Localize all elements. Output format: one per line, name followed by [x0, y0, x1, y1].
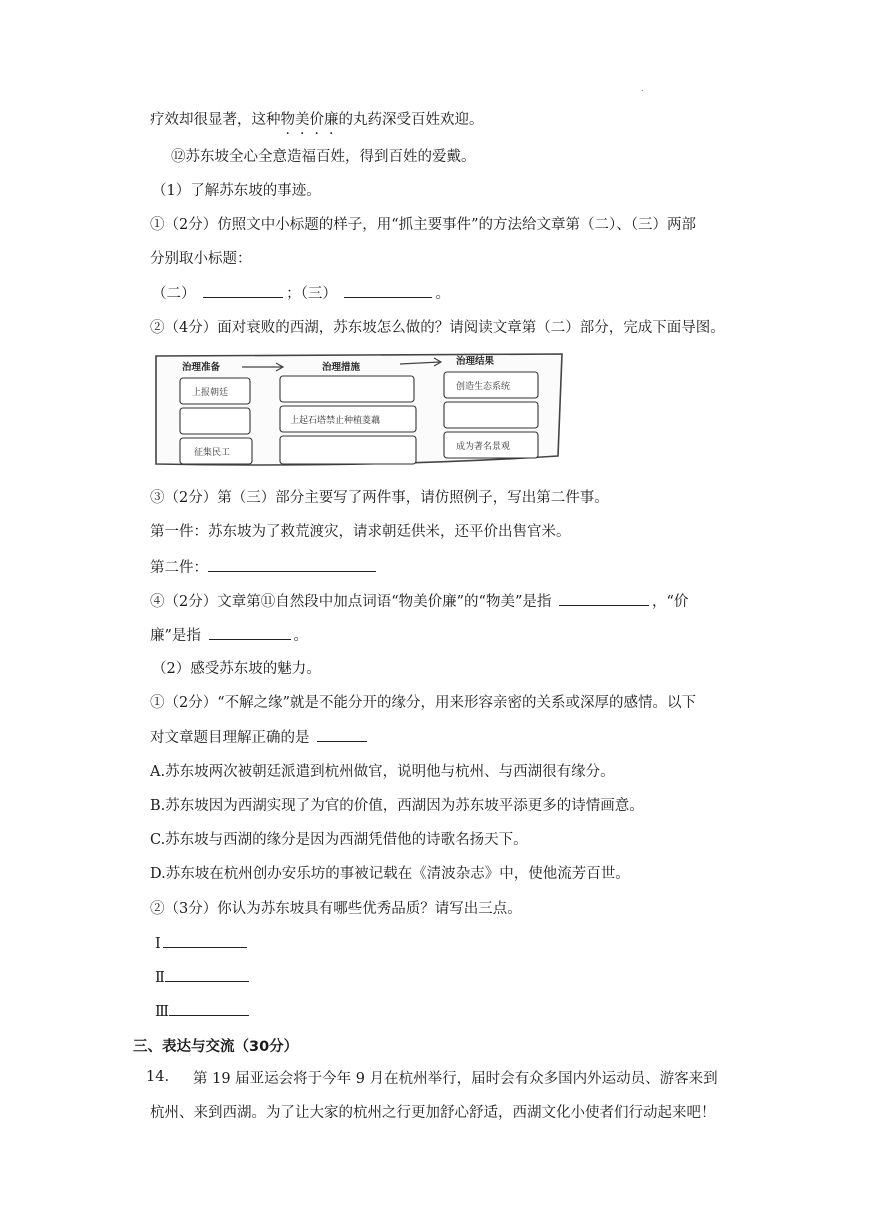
label: ④（2分）文章第⑪自然段中加点词语“物美价廉”的“物美”是指: [150, 594, 552, 610]
question-2-1-text: ①（2分）“不解之缘”就是不能分开的缘分，用来形容亲密的关系或深厚的感情。以下: [150, 695, 697, 711]
box-result-3-text: 成为著名景观: [456, 442, 511, 452]
text: 疗效却很显著，这种: [150, 112, 281, 128]
first-event-example: 第一件：苏东坡为了救荒渡灾，请求朝廷供米，还平价出售官米。: [150, 524, 571, 540]
answer-blank[interactable]: [169, 1001, 249, 1016]
question-1-4-text: [150, 591, 688, 612]
corner-mark: .: [641, 84, 644, 93]
box-result-2-empty[interactable]: [444, 402, 538, 428]
subquestion-1-title: （1）了解苏东坡的事迹。: [152, 183, 321, 199]
question-1-1-text-cont: 分别取小标题：: [150, 251, 252, 267]
label: （二）: [152, 286, 196, 302]
box-measure-2-text: 上起石塔禁止种植菱藕: [290, 416, 381, 426]
answer-blank[interactable]: [559, 591, 649, 606]
question-14-text-cont: 杭州、来到西湖。为了让大家的杭州之行更加舒心舒适，西湖文化小使者们行动起来吧！: [150, 1105, 716, 1121]
box-prep-3-text: 征集民工: [194, 448, 231, 458]
roman-numeral: Ⅲ: [155, 1004, 169, 1020]
mind-map-svg: [152, 352, 572, 470]
option-d[interactable]: D.苏东坡在杭州创办安乐坊的事被记载在《清波杂志》中，使他流芳百世。: [150, 866, 630, 882]
quality-line-1: [155, 933, 250, 952]
label: ，“价: [651, 594, 689, 610]
box-prep-1-text: 上报朝廷: [192, 388, 229, 398]
answer-blank[interactable]: [209, 625, 291, 640]
roman-numeral: Ⅱ: [155, 970, 165, 986]
label: 廉”是指: [150, 628, 201, 644]
mind-map-diagram: [152, 352, 572, 470]
label: 。: [293, 628, 309, 644]
answer-line-subtitles: [152, 283, 450, 304]
paragraph-12: ⑫苏东坡全心全意造福百姓，得到百姓的爱戴。: [171, 149, 476, 165]
answer-blank[interactable]: [163, 933, 247, 948]
box-prep-2-empty[interactable]: [180, 408, 250, 434]
label: 。: [435, 286, 450, 302]
emphasized-char: 价: [309, 112, 324, 128]
box-result-1-text: 创造生态系统: [456, 382, 511, 392]
label: 对文章题目理解正确的是: [150, 730, 310, 746]
quality-line-2: [155, 967, 252, 986]
text: 的丸药深受百姓欢迎。: [338, 112, 484, 128]
question-1-3-text: ③（2分）第（三）部分主要写了两件事，请仿照例子，写出第二件事。: [150, 490, 609, 506]
question-14-number: 14.: [146, 1069, 170, 1085]
box-measure-1-empty[interactable]: [280, 376, 414, 402]
question-2-1-text-cont: [150, 727, 370, 748]
paragraph-11-end: [150, 110, 484, 130]
question-2-2-text: ②（3分）你认为苏东坡具有哪些优秀品质？请写出三点。: [150, 901, 522, 917]
emphasized-char: 物: [280, 112, 295, 128]
question-1-4-text-cont: [150, 625, 308, 646]
question-1-1-text: ①（2分）仿照文中小标题的样子，用“抓主要事件”的方法给文章第（二）、（三）两部: [150, 217, 697, 233]
answer-blank[interactable]: [203, 283, 283, 298]
answer-blank[interactable]: [165, 967, 249, 982]
emphasized-char: 廉: [324, 112, 339, 128]
question-14-text: 第 19 届亚运会将于今年 9 月在杭州举行，届时会有众多国内外运动员、游客来到: [193, 1071, 718, 1087]
subquestion-2-title: （2）感受苏东坡的魅力。: [152, 661, 321, 677]
emphasized-char: 美: [295, 112, 310, 128]
head-preparation: 治理准备: [182, 362, 221, 373]
head-results: 治理结果: [456, 356, 495, 367]
answer-blank[interactable]: [344, 283, 432, 298]
box-measure-3-empty[interactable]: [280, 436, 416, 464]
second-event-line: [150, 557, 379, 578]
section-3-heading: 三、表达与交流（30分）: [133, 1039, 299, 1055]
head-measures: 治理措施: [322, 362, 361, 373]
option-a[interactable]: A.苏东坡两次被朝廷派遣到杭州做官，说明他与杭州、与西湖很有缘分。: [150, 764, 615, 780]
quality-line-3: [155, 1001, 252, 1020]
label: ；（三）: [286, 286, 337, 302]
answer-blank[interactable]: [208, 557, 376, 572]
option-c[interactable]: C.苏东坡与西湖的缘分是因为西湖凭借他的诗歌名扬天下。: [150, 832, 528, 848]
option-b[interactable]: B.苏东坡因为西湖实现了为官的价值，西湖因为苏东坡平添更多的诗情画意。: [150, 798, 644, 814]
question-1-2-text: ②（4分）面对衰败的西湖，苏东坡怎么做的？请阅读文章第（二）部分，完成下面导图。: [150, 320, 725, 336]
roman-numeral: Ⅰ: [155, 936, 161, 952]
answer-blank[interactable]: [317, 727, 367, 742]
label: 第二件：: [150, 560, 208, 576]
